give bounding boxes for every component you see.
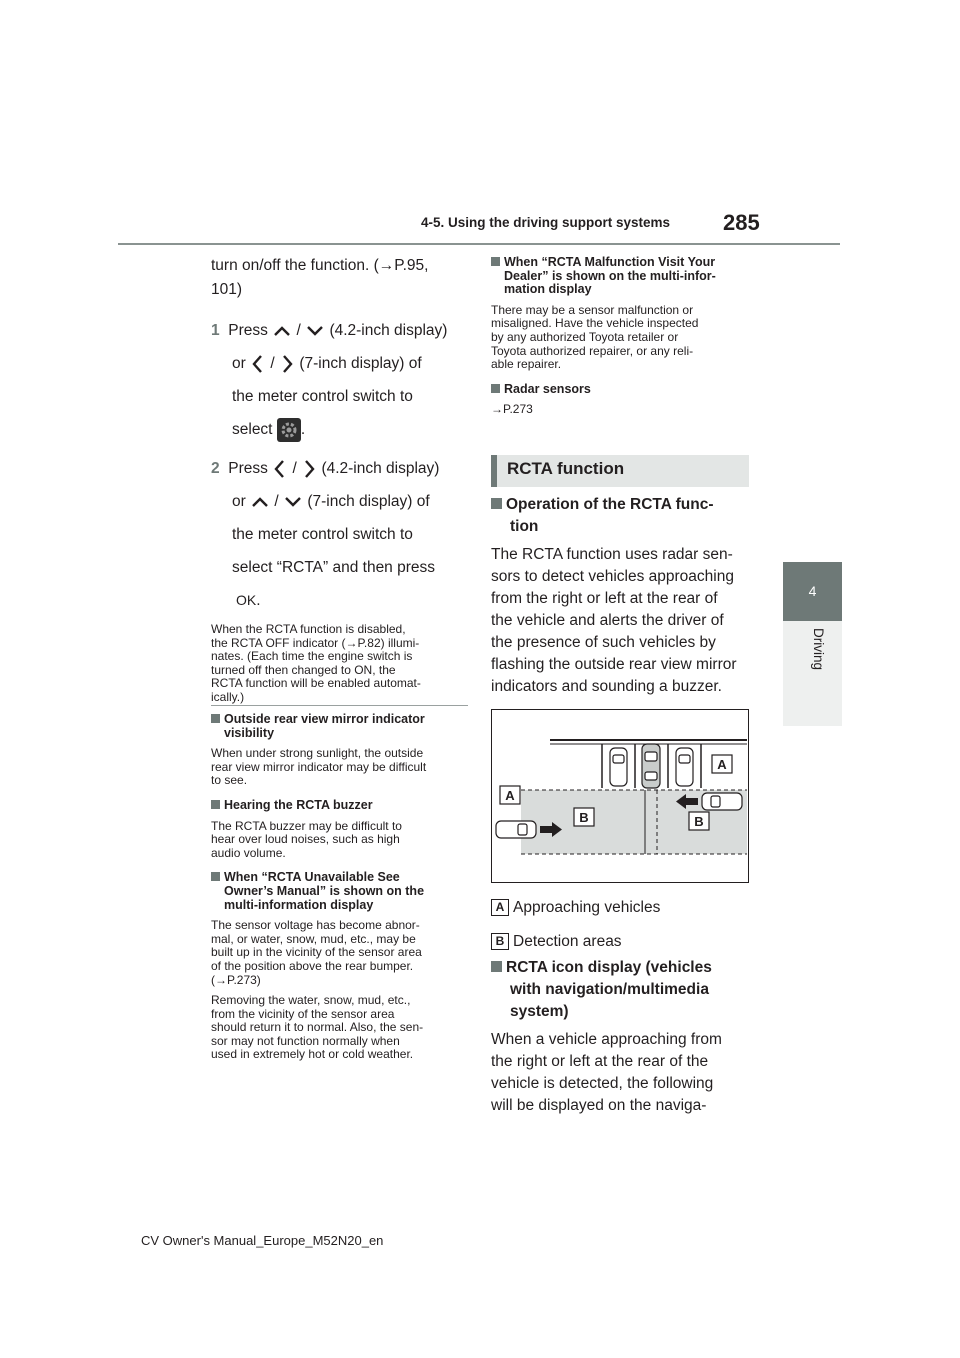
diagram-legend xyxy=(491,891,753,959)
right-notes xyxy=(491,256,753,417)
label-b-left: B xyxy=(579,810,589,825)
note-body-unavailable-1: The sensor voltage has become abnor- mal, or water, snow, mud, etc., may be built up in the vicinity of the sensor area of the position above the rear bumper. (→P.273) xyxy=(211,918,422,987)
note-heading-unavailable: When “RCTA Unavailable See Owner’s Manual” is shown on the multi-information display xyxy=(211,871,471,912)
chevron-right-icon xyxy=(279,353,295,375)
intro-text: turn on/off the function. (→P.95, 101) xyxy=(211,257,429,298)
page-number: 285 xyxy=(723,210,760,235)
chevron-up-icon xyxy=(250,495,270,509)
page-ref-radar[interactable]: →P.273 xyxy=(491,402,533,417)
note-heading-radar: Radar sensors xyxy=(491,383,753,397)
chapter-tab-name: Driving xyxy=(811,628,826,671)
chevron-down-icon xyxy=(283,495,303,509)
ok-button-icon: OK xyxy=(236,592,257,608)
step-2: 2 Press / (4.2-inch display) or / (7-inch display) of the meter control switch to select “RCTA” and then press OK. xyxy=(211,452,471,617)
chevron-down-icon xyxy=(305,324,325,338)
chevron-left-icon xyxy=(250,353,266,375)
left-notes xyxy=(211,713,471,1062)
header-rule xyxy=(118,243,840,245)
page-ref-link[interactable]: →P.95, xyxy=(378,257,429,274)
step-1: 1 Press / (4.2-inch display) or / (7-inch display) of the meter control switch to select . xyxy=(211,314,471,446)
rcta-diagram xyxy=(491,709,749,883)
note-heading-mirror: Outside rear view mirror indicator visibility xyxy=(211,713,471,740)
section-divider xyxy=(211,705,468,706)
icon-display-heading: RCTA icon display (vehicles with navigation/multimedia system) xyxy=(491,957,753,1023)
note-heading-malfunction: When “RCTA Malfunction Visit Your Dealer” is shown on the multi-infor- mation display xyxy=(491,256,753,297)
label-b-right: B xyxy=(694,814,704,829)
chapter-tab-number: 4 xyxy=(783,562,842,621)
chevron-right-icon xyxy=(301,458,317,480)
chevron-up-icon xyxy=(272,324,292,338)
note-body-buzzer: The RCTA buzzer may be difficult to hear over loud noises, such as high audio volume. xyxy=(211,818,402,860)
rcta-icon-display xyxy=(491,957,753,1117)
label-a-left: A xyxy=(505,788,515,803)
parking-illustration xyxy=(492,710,748,882)
chevron-left-icon xyxy=(272,458,288,480)
note-body-unavailable-2: Removing the water, snow, mud, etc., from the vicinity of the sensor area should return it to normal. Also, the sen- sor may not function normally when used in extremely hot or cold weather. xyxy=(211,993,424,1062)
rcta-operation xyxy=(491,494,753,698)
settings-gear-icon xyxy=(277,418,301,442)
icon-display-body: When a vehicle approaching from the right or left at the rear of the vehicle is detected, the following will be displayed on the naviga- xyxy=(491,1031,722,1114)
approaching-car-right xyxy=(702,793,742,810)
section-header: RCTA function xyxy=(491,455,749,487)
label-a-right: A xyxy=(717,757,727,772)
parked-car-right xyxy=(676,748,693,786)
footer-manual-name: CV Owner's Manual_Europe_M52N20_en xyxy=(141,1233,384,1248)
section-running-title: 4-5. Using the driving support systems xyxy=(421,215,671,230)
approaching-car-left xyxy=(496,821,536,838)
disabled-note: When the RCTA function is disabled, the RCTA OFF indicator (→P.82) illumi- nates. (Each time the engine switch is turned off then changed to ON, the RCTA function will be enabled automat- ically.) xyxy=(211,622,421,704)
legend-item-b: B Detection areas xyxy=(491,925,753,959)
operation-body: The RCTA function uses radar sen- sors to detect vehicles approaching from the right or left at the rear of the vehicle and alerts the driver of the presence of such vehicles by flashing the outside rear view mirror indicators and sounding a buzzer. xyxy=(491,546,737,695)
note-heading-buzzer: Hearing the RCTA buzzer xyxy=(211,799,471,813)
left-column xyxy=(211,254,471,705)
parked-car-left xyxy=(610,748,627,786)
own-vehicle xyxy=(642,744,660,788)
note-body-mirror: When under strong sunlight, the outside rear view mirror indicator may be difficult to see. xyxy=(211,746,427,788)
legend-item-a: A Approaching vehicles xyxy=(491,891,753,925)
note-body-malfunction: There may be a sensor malfunction or misaligned. Have the vehicle inspected by any authorized Toyota retailer or Toyota authorized repairer, or any reli- able repairer. xyxy=(491,302,699,372)
operation-heading: Operation of the RCTA func- tion xyxy=(491,494,753,538)
